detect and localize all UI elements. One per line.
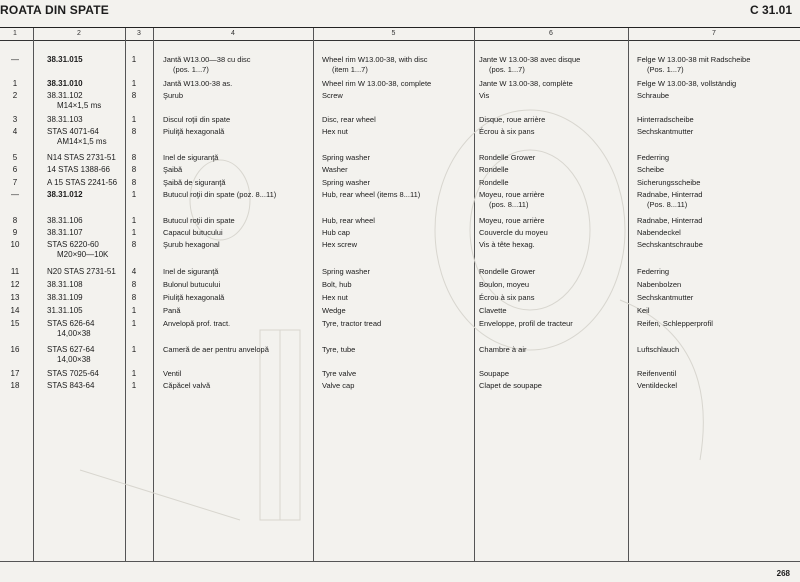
description-de: Nabenbolzen (637, 280, 682, 289)
description-ro: Bulonul butucului (163, 280, 221, 289)
description-en: Washer (322, 165, 348, 174)
description-de: Schraube (637, 91, 670, 100)
description-ro: Anvelopă prof. tract. (163, 319, 231, 328)
description-en: Spring washer (322, 267, 370, 276)
quantity: 1 (131, 228, 137, 237)
description-fr: Couvercle du moyeu (479, 228, 548, 237)
description-ro: Pană (163, 306, 181, 315)
part-number: STAS 4071-64 AM14×1,5 ms (47, 127, 107, 146)
position-number: 2 (12, 91, 18, 100)
part-number: STAS 627-64 14,00×38 (47, 345, 95, 364)
quantity: 8 (131, 165, 137, 174)
description-de: Nabendeckel (637, 228, 681, 237)
description-de: Sechskantmutter (637, 293, 694, 302)
part-number: 14 STAS 1388-66 (47, 165, 111, 174)
column-divider (313, 28, 314, 562)
description-fr: Clapet de soupape (479, 381, 542, 390)
description-de: Felge W 13.00-38, vollständig (637, 79, 737, 88)
position-number: 4 (12, 127, 18, 136)
description-ro: Căpăcel valvă (163, 381, 211, 390)
page-code: C 31.01 (749, 3, 792, 17)
position-number: — (11, 55, 19, 64)
quantity: 1 (131, 319, 137, 328)
header-rule-lower (0, 40, 800, 41)
quantity: 8 (131, 127, 137, 136)
description-fr: Écrou à six pans (479, 293, 535, 302)
part-number: STAS 843-64 (47, 381, 95, 390)
description-de: Ventildeckel (637, 381, 678, 390)
position-number: 10 (10, 240, 20, 249)
quantity: 8 (131, 293, 137, 302)
position-number: 13 (10, 293, 20, 302)
description-de: Luftschlauch (637, 345, 680, 354)
description-fr: Écrou à six pans (479, 127, 535, 136)
part-number: 38.31.015 (47, 55, 83, 64)
part-number: N14 STAS 2731-51 (47, 153, 116, 162)
position-number: 16 (10, 345, 20, 354)
part-number: 38.31.107 (47, 228, 83, 237)
position-number: 7 (12, 178, 18, 187)
part-number: 31.31.105 (47, 306, 83, 315)
description-en: Wheel rim W 13.00-38, complete (322, 79, 432, 88)
position-number: 17 (10, 369, 20, 378)
part-number: N20 STAS 2731-51 (47, 267, 116, 276)
description-en: Disc, rear wheel (322, 115, 376, 124)
description-fr: Moyeu, roue arrière (pos. 8...11) (479, 190, 545, 209)
position-number: 8 (12, 216, 18, 225)
description-de: Radnabe, Hinterrad (637, 216, 703, 225)
column-number: 1 (13, 30, 17, 37)
description-ro: Ventil (163, 369, 182, 378)
column-number: 3 (137, 30, 141, 37)
part-number: STAS 6220-60 M20×90—10K (47, 240, 109, 259)
quantity: 1 (131, 190, 137, 199)
quantity: 8 (131, 240, 137, 249)
column-divider (153, 28, 154, 562)
description-de: Federring (637, 153, 670, 162)
quantity: 4 (131, 267, 137, 276)
description-ro: Butucul roţii din spate (poz. 8...11) (163, 190, 277, 199)
description-fr: Soupape (479, 369, 510, 378)
description-ro: Şurub (163, 91, 184, 100)
description-de: Reifen, Schlepperprofil (637, 319, 713, 328)
description-en: Hub, rear wheel (items 8...11) (322, 190, 421, 199)
quantity: 1 (131, 79, 137, 88)
description-en: Spring washer (322, 178, 370, 187)
description-en: Hex screw (322, 240, 358, 249)
quantity: 8 (131, 153, 137, 162)
page-title: ROATA DIN SPATE (0, 3, 109, 17)
description-en: Tyre, tube (322, 345, 356, 354)
column-number: 7 (712, 30, 716, 37)
part-number: 38.31.109 (47, 293, 83, 302)
description-de: Hinterradscheibe (637, 115, 694, 124)
description-en: Hex nut (322, 293, 348, 302)
position-number: 6 (12, 165, 18, 174)
description-de: Reifenventil (637, 369, 677, 378)
part-number: A 15 STAS 2241-56 (47, 178, 118, 187)
description-en: Spring washer (322, 153, 370, 162)
description-en: Hub cap (322, 228, 350, 237)
position-number: 11 (10, 267, 20, 276)
position-number: — (11, 190, 19, 199)
quantity: 1 (131, 345, 137, 354)
description-fr: Jante W 13.00-38 avec disque (pos. 1...7) (479, 55, 581, 74)
part-number: STAS 626-64 14,00×38 (47, 319, 95, 338)
quantity: 8 (131, 178, 137, 187)
header-rule (0, 27, 800, 28)
description-de: Scheibe (637, 165, 665, 174)
column-divider (474, 28, 475, 562)
description-en: Hub, rear wheel (322, 216, 375, 225)
position-number: 15 (10, 319, 20, 328)
description-de: Federring (637, 267, 670, 276)
description-de: Felge W 13.00-38 mit Radscheibe (Pos. 1...7) (637, 55, 751, 74)
description-en: Bolt, hub (322, 280, 352, 289)
position-number: 3 (12, 115, 18, 124)
column-number: 4 (231, 30, 235, 37)
part-number: 38.31.012 (47, 190, 83, 199)
description-ro: Capacul butucului (163, 228, 223, 237)
description-fr: Rondelle Grower (479, 153, 536, 162)
position-number: 18 (10, 381, 20, 390)
quantity: 8 (131, 91, 137, 100)
description-ro: Şurub hexagonal (163, 240, 220, 249)
description-en: Tyre, tractor tread (322, 319, 382, 328)
position-number: 1 (12, 79, 18, 88)
quantity: 1 (131, 115, 137, 124)
description-ro: Şaibă (163, 165, 183, 174)
description-fr: Enveloppe, profil de tracteur (479, 319, 573, 328)
description-ro: Inel de siguranţă (163, 153, 219, 162)
description-en: Wheel rim W13.00-38, with disc (item 1...7) (322, 55, 428, 74)
description-en: Wedge (322, 306, 346, 315)
quantity: 8 (131, 280, 137, 289)
description-en: Tyre valve (322, 369, 357, 378)
part-number: 38.31.103 (47, 115, 83, 124)
part-number: 38.31.106 (47, 216, 83, 225)
description-en: Screw (322, 91, 343, 100)
description-de: Sechskantschraube (637, 240, 703, 249)
description-ro: Cameră de aer pentru anvelopă (163, 345, 269, 354)
column-divider (125, 28, 126, 562)
description-fr: Jante W 13.00-38, complète (479, 79, 573, 88)
description-ro: Piuliţă hexagonală (163, 293, 225, 302)
part-number: 38.31.108 (47, 280, 83, 289)
description-ro: Jantă W13.00—38 cu disc (pos. 1...7) (163, 55, 251, 74)
quantity: 1 (131, 369, 137, 378)
description-fr: Vis (479, 91, 490, 100)
description-ro: Şaibă de siguranţă (163, 178, 226, 187)
description-en: Valve cap (322, 381, 355, 390)
column-divider (33, 28, 34, 562)
description-fr: Disque, roue arrière (479, 115, 546, 124)
position-number: 12 (10, 280, 20, 289)
position-number: 5 (12, 153, 18, 162)
description-fr: Rondelle (479, 165, 509, 174)
quantity: 1 (131, 306, 137, 315)
description-fr: Chambre à air (479, 345, 527, 354)
description-fr: Vis à tête hexag. (479, 240, 535, 249)
part-number: 38.31.010 (47, 79, 83, 88)
description-ro: Jantă W13.00-38 as. (163, 79, 233, 88)
description-de: Keil (637, 306, 650, 315)
description-fr: Boulon, moyeu (479, 280, 530, 289)
column-number: 2 (77, 30, 81, 37)
column-number: 6 (549, 30, 553, 37)
position-number: 9 (12, 228, 18, 237)
position-number: 14 (10, 306, 20, 315)
description-fr: Rondelle (479, 178, 509, 187)
description-fr: Moyeu, roue arrière (479, 216, 545, 225)
footer-rule (0, 561, 800, 562)
column-number: 5 (391, 30, 396, 37)
description-fr: Clavette (479, 306, 507, 315)
description-ro: Piuliţă hexagonală (163, 127, 225, 136)
page-number: 268 (776, 569, 790, 578)
description-fr: Rondelle Grower (479, 267, 536, 276)
part-number: STAS 7025-64 (47, 369, 99, 378)
description-de: Radnabe, Hinterrad (Pos. 8...11) (637, 190, 703, 209)
description-ro: Inel de siguranţă (163, 267, 219, 276)
quantity: 1 (131, 381, 137, 390)
description-en: Hex nut (322, 127, 348, 136)
description-de: Sicherungsscheibe (637, 178, 701, 187)
description-de: Sechskantmutter (637, 127, 694, 136)
quantity: 1 (131, 55, 137, 64)
description-ro: Butucul roţii din spate (163, 216, 235, 225)
part-number: 38.31.102 M14×1,5 ms (47, 91, 102, 110)
quantity: 1 (131, 216, 137, 225)
description-ro: Discul roţii din spate (163, 115, 231, 124)
